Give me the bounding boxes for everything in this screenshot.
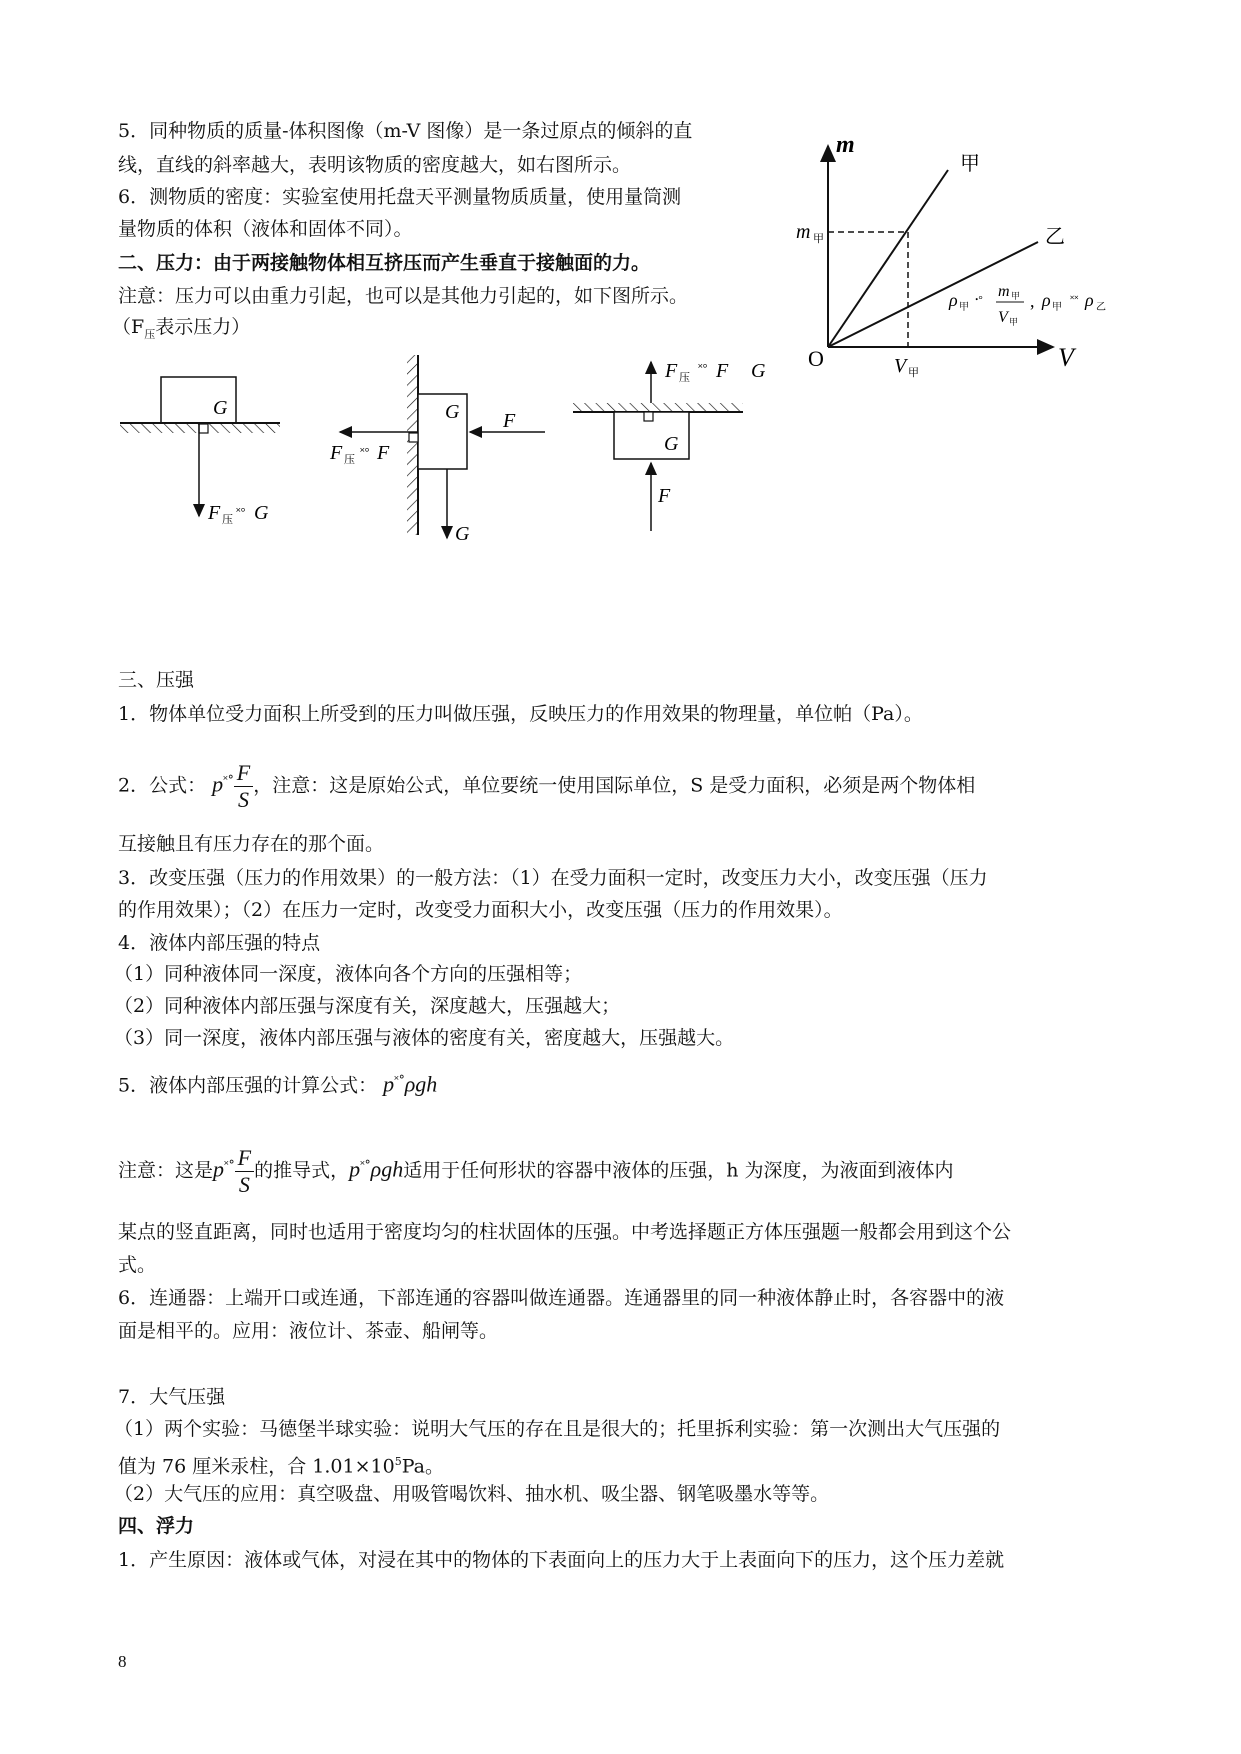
label-Fp: F bbox=[330, 442, 343, 464]
label-G2: G bbox=[254, 502, 269, 524]
eq-mark-1: ꞏ° bbox=[975, 294, 983, 306]
fraction-F-over-S bbox=[235, 1145, 254, 1198]
label-Fp: F bbox=[208, 502, 221, 524]
s3-p7-2: （2）大气压的应用：真空吸盘、用吸管喝饮料、抽水机、吸尘器、钢笔吸墨水等等。 bbox=[114, 1483, 830, 1505]
text-line-3: 6．测物质的密度：实验室使用托盘天平测量物质质量，使用量筒测 bbox=[118, 186, 682, 208]
s3-p3b: 的作用效果）；（2）在压力一定时，改变受力面积大小，改变压强（压力的作用效果）。 bbox=[118, 899, 843, 921]
label-G-down: G bbox=[455, 523, 470, 545]
s3-p3a: 3．改变压强（压力的作用效果）的一般方法：（1）在受力面积一定时，改变压力大小，改变压强（压力 bbox=[118, 867, 988, 889]
origin-label: O bbox=[808, 346, 824, 371]
note-line-2 bbox=[112, 315, 250, 347]
text-line-1: 5．同种物质的质量-体积图像（m-V 图像）是一条过原点的倾斜的直 bbox=[118, 120, 693, 142]
s3-p6a: 6．连通器：上端开口或连通，下部连通的容器叫做连通器。连通器里的同一种液体静止时，各容器中的液 bbox=[118, 1287, 1005, 1309]
frac-v: V bbox=[998, 309, 1008, 326]
label-F: F bbox=[716, 360, 729, 382]
label-Fp-sub: 压 bbox=[344, 454, 355, 466]
label-G-right: G bbox=[751, 360, 766, 382]
text-line-2: 线，直线的斜率越大，表明该物质的密度越大，如右图所示。 bbox=[118, 154, 632, 176]
section-heading-pressure-force: 二、压力：由于两接触物体相互挤压而产生垂直于接触面的力。 bbox=[118, 252, 651, 274]
cmp-mark: ˟˟ bbox=[1070, 294, 1079, 306]
rho-g-h: ρgh bbox=[370, 1156, 404, 1182]
frac-v-sub: 甲 bbox=[1009, 317, 1019, 327]
sep: , bbox=[1030, 291, 1035, 311]
line-b-label: 乙 bbox=[1045, 226, 1065, 248]
s3-p4-3: （3）同一深度，液体内部压强与液体的密度有关，密度越大，压强越大。 bbox=[114, 1027, 735, 1049]
m-tick-label: m bbox=[796, 221, 811, 243]
p-symbol: p bbox=[212, 771, 224, 797]
y-axis-label: m bbox=[836, 132, 855, 158]
rho-g-h: ρgh bbox=[404, 1071, 438, 1097]
s3-p6b: 面是相平的。应用：液位计、茶壶、船闸等。 bbox=[118, 1320, 499, 1342]
s3-p7-1a: （1）两个实验：马德堡半球实验：说明大气压的存在且是很大的；托里拆利实验：第一次测出大气压强的 bbox=[114, 1418, 1001, 1440]
frac-top: F bbox=[235, 1145, 254, 1172]
s3-p7-1b bbox=[118, 1450, 444, 1478]
s3-p7: 7．大气压强 bbox=[118, 1386, 226, 1408]
rho-a: ρ bbox=[949, 290, 958, 310]
label-G: G bbox=[664, 433, 679, 455]
label-Fp-sub: 压 bbox=[222, 514, 233, 526]
label-Fp: F bbox=[665, 360, 678, 382]
note2-sub: 压 bbox=[144, 327, 156, 341]
eq-mark: ˟° bbox=[236, 505, 246, 519]
page-number: 8 bbox=[118, 1652, 127, 1671]
label-F: F bbox=[503, 410, 516, 432]
s3-note-cont1: 某点的竖直距离，同时也适用于密度均匀的柱状固体的压强。中考选择题正方体压强题一般都会用到这个公 bbox=[118, 1221, 1012, 1243]
label-F-up: F bbox=[658, 485, 671, 507]
note2-pre: （F bbox=[112, 316, 145, 338]
note-mid: 的推导式， bbox=[254, 1159, 350, 1182]
text-line-4: 量物质的体积（液体和固体不同）。 bbox=[118, 218, 413, 240]
note-post: 适用于任何形状的容器中液体的压强，h 为深度，为液面到液体内 bbox=[403, 1159, 954, 1182]
v-tick-label: V bbox=[894, 355, 907, 377]
eq-mark: ˟° bbox=[698, 361, 708, 375]
eq-mark: ˟° bbox=[360, 445, 370, 459]
p2-pre: 2．公式： bbox=[118, 774, 207, 797]
s3-p4: 4．液体内部压强的特点 bbox=[118, 932, 321, 954]
p7-1b-post: Pa。 bbox=[401, 1455, 444, 1478]
p-symbol: p bbox=[383, 1071, 395, 1097]
s3-p2-cont: 互接触且有压力存在的那个面。 bbox=[118, 833, 385, 855]
v-tick-sub: 甲 bbox=[908, 367, 919, 379]
force-diagram-floor bbox=[110, 365, 290, 535]
s3-p1: 1．物体单位受力面积上所受到的压力叫做压强，反映压力的作用效果的物理量，单位帕（Pa）。 bbox=[118, 703, 923, 725]
note-pre: 注意：这是 bbox=[118, 1159, 214, 1182]
note-line: 注意：压力可以由重力引起，也可以是其他力引起的，如下图所示。 bbox=[118, 285, 689, 307]
line-a bbox=[828, 170, 948, 347]
frac-bot: S bbox=[237, 786, 249, 812]
s3-p4-1: （1）同种液体同一深度，液体向各个方向的压强相等； bbox=[114, 963, 583, 985]
label-F2: F bbox=[377, 442, 390, 464]
label-G: G bbox=[445, 401, 460, 423]
p2-post: ，注意：这是原始公式，单位要统一使用国际单位，S 是受力面积，必须是两个物体相 bbox=[253, 774, 976, 797]
x-axis-label: V bbox=[1058, 343, 1074, 372]
label-Fp-sub: 压 bbox=[679, 372, 690, 384]
frac-m-sub: 甲 bbox=[1011, 291, 1021, 301]
rho-a-sub: 甲 bbox=[959, 302, 969, 313]
fraction-F-over-S bbox=[234, 760, 253, 813]
p-symbol: p bbox=[213, 1156, 225, 1182]
s3-note-cont2: 式。 bbox=[118, 1254, 157, 1276]
section-heading-buoyancy: 四、浮力 bbox=[118, 1515, 195, 1537]
frac-top: F bbox=[234, 760, 253, 787]
force-diagram-wall bbox=[320, 350, 560, 550]
label-G: G bbox=[213, 397, 228, 419]
p7-1b-pre: 值为 76 厘米汞柱，合 1.01×10 bbox=[118, 1455, 395, 1478]
section-heading-pressure: 三、压强 bbox=[118, 669, 195, 691]
p7-1b-sup: 5 bbox=[394, 1455, 402, 1468]
s3-note: 注意：这是p˟° $\frac{F}{S}$ 的推导式，p˟°ρgh适用于任何形状的容器中液体的压强，h 为深度，为液面到液体内 bbox=[118, 1144, 954, 1197]
rho-b-sub: 乙 bbox=[1096, 302, 1106, 313]
note2-post: 表示压力） bbox=[155, 316, 251, 338]
rho-b: ρ bbox=[1085, 290, 1094, 310]
m-tick-sub: 甲 bbox=[813, 233, 824, 245]
p5-pre: 5．液体内部压强的计算公式： bbox=[118, 1074, 378, 1097]
rho-a2-sub: 甲 bbox=[1052, 302, 1062, 313]
force-diagram-ceiling bbox=[560, 350, 780, 550]
mv-graph bbox=[790, 130, 1130, 380]
s4-p1: 1．产生原因：液体或气体，对浸在其中的物体的下表面向上的压力大于上表面向下的压力，这个压力差就 bbox=[118, 1549, 1005, 1571]
s3-p2: 2．公式： p˟° $\frac{F}{S}$ ，注意：这是原始公式，单位要统一使用国际单位，S 是受力面积，必须是两个物体相 bbox=[118, 759, 976, 812]
s3-p4-2: （2）同种液体内部压强与深度有关，深度越大，压强越大； bbox=[114, 995, 621, 1017]
p-symbol: p bbox=[349, 1156, 361, 1182]
line-a-label: 甲 bbox=[960, 153, 980, 175]
s3-p5: 5．液体内部压强的计算公式： p˟°ρgh bbox=[118, 1071, 438, 1097]
frac-m: m bbox=[998, 283, 1010, 300]
frac-bot: S bbox=[238, 1171, 250, 1197]
rho-a2: ρ bbox=[1042, 290, 1051, 310]
